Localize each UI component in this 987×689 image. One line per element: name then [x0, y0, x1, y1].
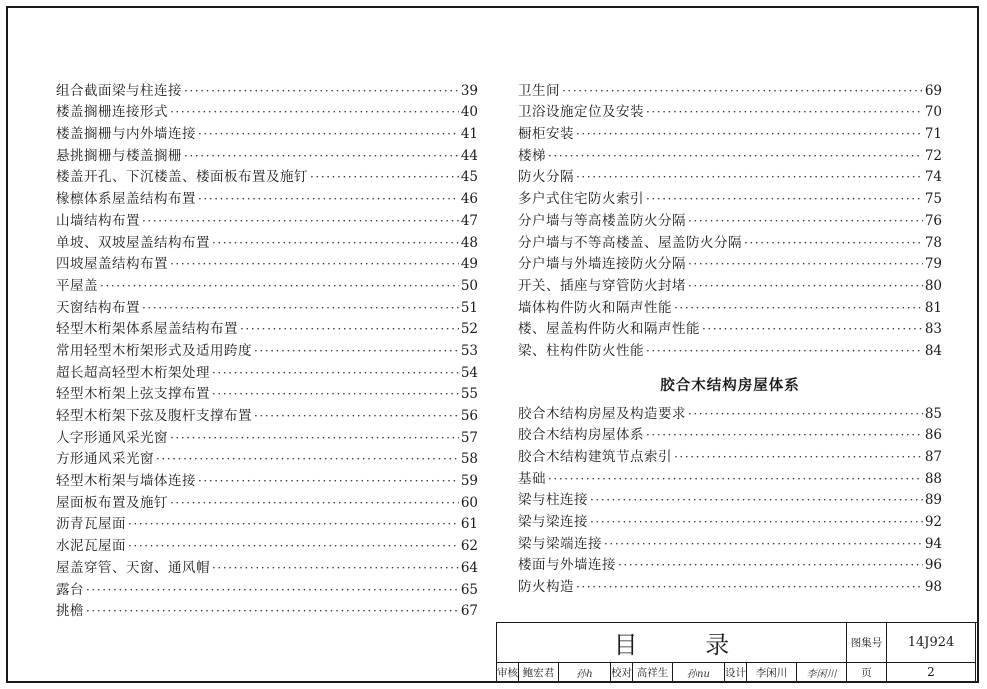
toc-entry-page: 71	[924, 126, 942, 143]
dot-leader	[212, 385, 459, 403]
toc-entry	[56, 186, 478, 208]
toc-entry	[518, 208, 942, 230]
toc-entry-title: 防火分隔	[518, 169, 574, 186]
toc-entry-page: 41	[460, 126, 478, 143]
dot-leader	[688, 277, 923, 295]
toc-entry	[56, 143, 478, 165]
toc-entry	[56, 100, 478, 122]
dot-leader	[688, 212, 923, 230]
toc-entry	[518, 553, 942, 575]
toc-entry-title: 常用轻型木桁架形式及适用跨度	[56, 342, 252, 359]
toc-entry-page: 86	[924, 427, 942, 444]
toc-entry	[518, 423, 942, 445]
toc-entry-page: 74	[924, 169, 942, 186]
toc-entry	[56, 165, 478, 187]
toc-entry-title: 分户墙与等高楼盖防火分隔	[518, 212, 686, 229]
design-name: 李闲川	[747, 663, 797, 682]
toc-entry-page: 67	[460, 603, 478, 620]
dot-leader	[674, 448, 923, 466]
dot-leader	[170, 429, 459, 447]
toc-entry-page: 56	[460, 408, 478, 424]
toc-entry	[518, 252, 942, 274]
dot-leader	[86, 581, 459, 599]
toc-entry-page: 58	[460, 451, 478, 468]
toc-entry	[518, 444, 942, 466]
toc-entry	[56, 78, 478, 100]
toc-entry-page: 96	[924, 557, 942, 574]
toc-entry-page: 39	[460, 82, 478, 99]
dot-leader	[198, 190, 459, 208]
dot-leader	[170, 255, 459, 273]
toc-entry-title: 屋盖穿管、天窗、通风帽	[56, 559, 210, 576]
atlas-value: 14J924	[887, 623, 976, 663]
toc-entry-page: 44	[460, 147, 478, 164]
dot-leader	[240, 320, 459, 338]
toc-entry-title: 墙体构件防火和隔声性能	[518, 299, 672, 316]
toc-entry	[56, 273, 478, 295]
toc-entry-title: 悬挑搁栅与楼盖搁栅	[56, 147, 182, 164]
dot-leader	[310, 168, 459, 186]
dot-leader	[184, 82, 459, 100]
toc-entry	[56, 403, 478, 425]
dot-leader	[604, 535, 923, 553]
toc-entry-page: 83	[924, 321, 942, 338]
toc-entry-page: 40	[460, 104, 478, 121]
toc-entry-page: 57	[460, 429, 478, 446]
toc-entry	[518, 295, 942, 317]
dot-leader	[212, 364, 459, 382]
design-label: 设计	[725, 663, 747, 682]
check-label: 校对	[611, 663, 633, 682]
design-signature: 李闲川	[797, 663, 847, 682]
toc-entry	[518, 488, 942, 510]
toc-entry	[518, 143, 942, 165]
toc-entry	[56, 490, 478, 512]
toc-entry-title: 卫生间	[518, 82, 560, 99]
toc-entry-page: 48	[460, 234, 478, 251]
toc-entry-title: 超长超高轻型木桁架处理	[56, 364, 210, 381]
toc-entry	[56, 599, 478, 621]
toc-entry-page: 76	[924, 212, 942, 229]
toc-entry-title: 沥青瓦屋面	[56, 516, 126, 533]
toc-entry-page: 51	[460, 299, 478, 316]
toc-entry-title: 轻型木桁架与墙体连接	[56, 473, 196, 490]
dot-leader	[170, 103, 459, 121]
toc-entry-page: 89	[924, 492, 942, 509]
toc-entry-title: 楼面与外墙连接	[518, 557, 616, 574]
dot-leader	[674, 299, 923, 317]
toc-entry	[518, 338, 942, 360]
toc-entry	[56, 208, 478, 230]
review-signature: 孙h	[559, 663, 611, 682]
toc-entry	[518, 165, 942, 187]
toc-entry	[518, 401, 942, 423]
toc-entry	[518, 78, 942, 100]
toc-left-column	[56, 78, 478, 620]
drawing-frame	[6, 6, 979, 683]
dot-leader	[590, 491, 923, 509]
toc-entry-title: 卫浴设施定位及安装	[518, 104, 644, 121]
toc-entry-title: 胶合木结构房屋及构造要求	[518, 405, 686, 422]
drawing-title: 目 录	[497, 623, 847, 663]
toc-entry-title: 楼盖搁栅连接形式	[56, 104, 168, 121]
review-label: 审核	[497, 663, 519, 682]
toc-entry-page: 94	[924, 535, 942, 552]
toc-entry	[56, 447, 478, 469]
toc-entry-title: 挑檐	[56, 603, 84, 620]
toc-entry-title: 椽檩体系屋盖结构布置	[56, 191, 196, 208]
toc-entry-title: 楼、屋盖构件防火和隔声性能	[518, 321, 700, 338]
toc-entry-title: 梁与梁端连接	[518, 535, 602, 552]
dot-leader	[142, 299, 459, 317]
toc-entry-page: 47	[460, 212, 478, 229]
toc-entry-page: 49	[460, 256, 478, 273]
toc-entry-title: 多户式住宅防火索引	[518, 191, 644, 208]
toc-entry-page: 64	[460, 559, 478, 576]
toc-entry	[518, 509, 942, 531]
toc-entry	[56, 577, 478, 599]
toc-entry-page: 52	[460, 321, 478, 338]
toc-entry	[56, 512, 478, 534]
toc-entry-title: 单坡、双坡屋盖结构布置	[56, 234, 210, 251]
toc-entry-page: 61	[460, 516, 478, 533]
toc-entry-title: 分户墙与外墙连接防火分隔	[518, 256, 686, 273]
toc-entry-title: 轻型木桁架下弦及腹杆支撑布置	[56, 408, 252, 424]
atlas-label: 图集号	[847, 623, 887, 663]
toc-entry-page: 98	[924, 579, 942, 596]
page-label: 页	[847, 663, 887, 682]
dot-leader	[576, 125, 923, 143]
toc-entry-title: 分户墙与不等高楼盖、屋盖防火分隔	[518, 234, 742, 251]
dot-leader	[702, 320, 923, 338]
dot-leader	[576, 578, 923, 596]
toc-entry	[56, 533, 478, 555]
toc-entry-title: 楼梯	[518, 147, 546, 164]
toc-entry-title: 屋面板布置及施钉	[56, 494, 168, 511]
toc-entry-page: 46	[460, 191, 478, 208]
dot-leader	[646, 426, 923, 444]
toc-entry-page: 88	[924, 470, 942, 487]
toc-entry-title: 方形通风采光窗	[56, 451, 154, 468]
toc-entry-page: 75	[924, 191, 942, 208]
toc-entry	[518, 100, 942, 122]
toc-entry	[518, 121, 942, 143]
toc-entry-title: 胶合木结构建筑节点索引	[518, 449, 672, 465]
dot-leader	[198, 472, 459, 490]
toc-entry-title: 防火构造	[518, 579, 574, 596]
toc-entry-title: 轻型木桁架体系屋盖结构布置	[56, 321, 238, 338]
dot-leader	[576, 168, 923, 186]
toc-entry-page: 79	[924, 256, 942, 273]
toc-entry-title: 山墙结构布置	[56, 212, 140, 229]
dot-leader	[198, 125, 459, 143]
dot-leader	[688, 255, 923, 273]
toc-entry	[56, 382, 478, 404]
check-signature: 孙nu	[673, 663, 725, 682]
toc-entry	[518, 317, 942, 339]
toc-entry-page: 72	[924, 147, 942, 164]
dot-leader	[688, 405, 923, 423]
title-block	[496, 622, 977, 681]
toc-entry-page: 54	[460, 364, 478, 381]
toc-entry	[518, 230, 942, 252]
dot-leader	[170, 494, 459, 512]
dot-leader	[548, 147, 923, 165]
check-name: 高祥生	[633, 663, 673, 682]
toc-entry	[56, 338, 478, 360]
dot-leader	[618, 556, 923, 574]
toc-entry-page: 85	[924, 405, 942, 422]
dot-leader	[590, 513, 923, 531]
toc-entry-title: 基础	[518, 470, 546, 487]
toc-entry	[56, 252, 478, 274]
toc-entry-page: 80	[924, 277, 942, 294]
toc-entry-title: 天窗结构布置	[56, 299, 140, 316]
section-title: 胶合木结构房屋体系	[660, 376, 800, 394]
page-number: 2	[887, 663, 976, 682]
toc-entry-title: 露台	[56, 581, 84, 598]
toc-entry	[518, 574, 942, 596]
toc-entry-title: 梁、柱构件防火性能	[518, 342, 644, 359]
toc-entry	[56, 425, 478, 447]
dot-leader	[744, 234, 923, 252]
toc-entry-page: 53	[460, 342, 478, 359]
dot-leader	[254, 407, 459, 425]
toc-entry	[518, 273, 942, 295]
toc-entry	[56, 295, 478, 317]
toc-entry-title: 水泥瓦屋面	[56, 538, 126, 555]
toc-entry-page: 45	[460, 169, 478, 186]
toc-entry-page: 70	[924, 104, 942, 121]
toc-entry-title: 梁与柱连接	[518, 492, 588, 509]
toc-entry-page: 69	[924, 82, 942, 99]
toc-entry-page: 62	[460, 538, 478, 555]
dot-leader	[646, 342, 923, 360]
dot-leader	[548, 470, 923, 488]
dot-leader	[184, 147, 459, 165]
dot-leader	[562, 82, 923, 100]
dot-leader	[128, 515, 459, 533]
toc-entry	[56, 230, 478, 252]
toc-entry	[56, 121, 478, 143]
toc-entry	[518, 466, 942, 488]
toc-entry	[56, 468, 478, 490]
toc-entry	[518, 186, 942, 208]
toc-entry	[56, 317, 478, 339]
toc-entry-page: 92	[924, 514, 942, 531]
toc-entry-page: 50	[460, 277, 478, 294]
toc-entry-title: 梁与梁连接	[518, 514, 588, 531]
toc-entry-page: 81	[924, 299, 942, 316]
toc-entry-title: 轻型木桁架上弦支撑布置	[56, 386, 210, 403]
toc-entry-title: 平屋盖	[56, 277, 98, 294]
toc-entry-title: 开关、插座与穿管防火封堵	[518, 277, 686, 294]
toc-entry-title: 胶合木结构房屋体系	[518, 427, 644, 444]
dot-leader	[212, 234, 459, 252]
dot-leader	[156, 450, 459, 468]
dot-leader	[128, 537, 459, 555]
dot-leader	[100, 277, 459, 295]
toc-right-column	[518, 78, 942, 596]
toc-entry-title: 四坡屋盖结构布置	[56, 256, 168, 273]
toc-entry	[56, 555, 478, 577]
dot-leader	[86, 602, 459, 620]
toc-entry-title: 橱柜安装	[518, 126, 574, 143]
toc-entry-title: 人字形通风采光窗	[56, 429, 168, 446]
toc-entry-title: 楼盖开孔、下沉楼盖、楼面板布置及施钉	[56, 169, 308, 186]
dot-leader	[646, 190, 923, 208]
toc-entry	[56, 360, 478, 382]
dot-leader	[254, 342, 459, 360]
toc-entry-title: 组合截面梁与柱连接	[56, 82, 182, 99]
toc-entry-page: 84	[924, 342, 942, 359]
toc-entry-page: 59	[460, 473, 478, 490]
toc-entry-page: 78	[924, 234, 942, 251]
toc-entry-page: 60	[460, 494, 478, 511]
toc-entry-page: 55	[460, 386, 478, 403]
toc-entry	[518, 531, 942, 553]
dot-leader	[142, 212, 459, 230]
toc-entry-title: 楼盖搁栅与内外墙连接	[56, 126, 196, 143]
toc-entry-page: 87	[924, 449, 942, 465]
dot-leader	[646, 103, 923, 121]
toc-entry-page: 65	[460, 581, 478, 598]
dot-leader	[212, 559, 459, 577]
review-name: 鲍宏君	[519, 663, 559, 682]
